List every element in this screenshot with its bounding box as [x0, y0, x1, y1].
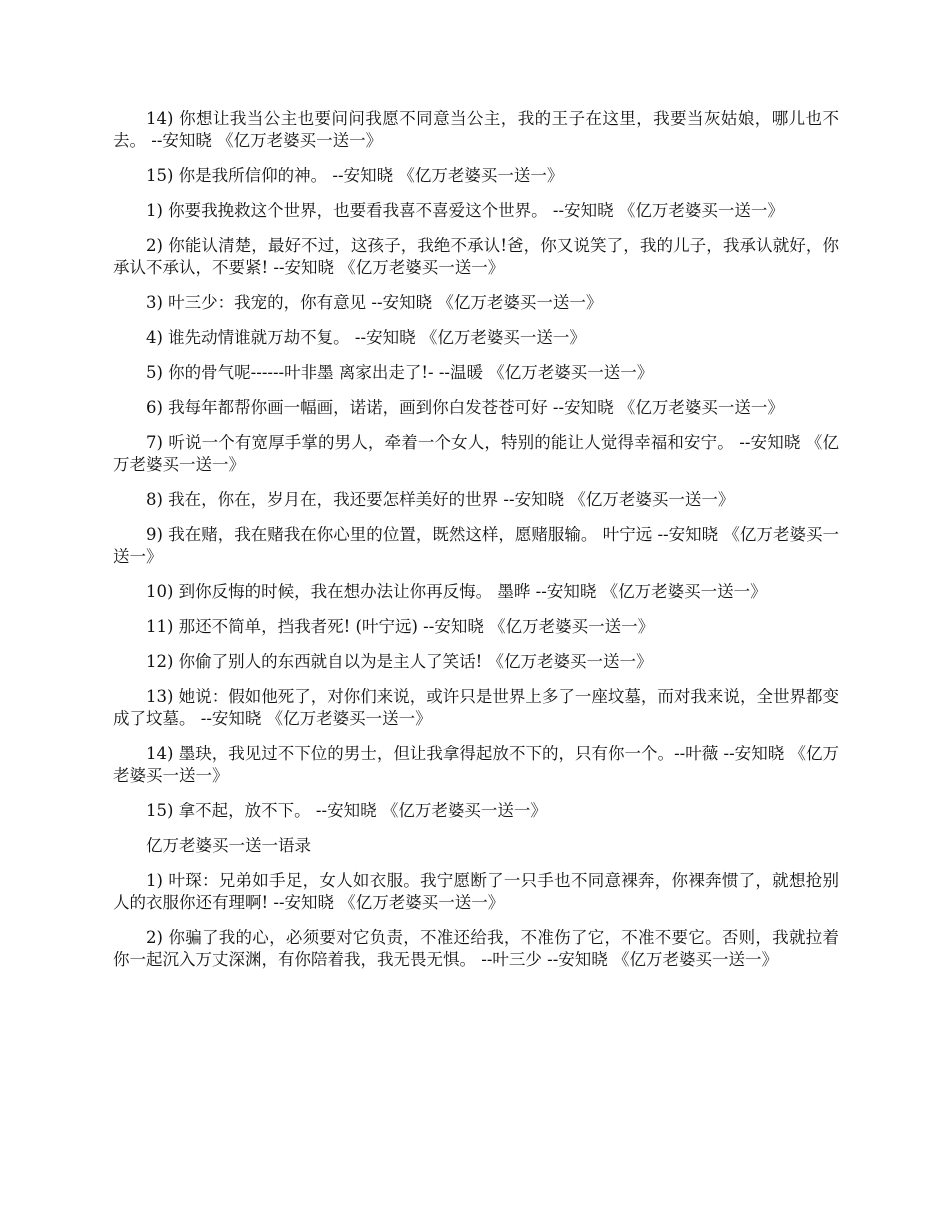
quote-paragraph: 5) 你的骨气呢------叶非墨 离家出走了!- --温暖 《亿万老婆买一送一》 — [146, 363, 654, 382]
quote-paragraph: 13) 她说：假如他死了，对你们来说，或许只是世界上多了一座坟墓，而对我来说，全世界都变成了坟墓。 --安知晓 《亿万老婆买一送一》 — [113, 687, 839, 728]
quote-paragraph: 14) 墨玦，我见过不下位的男士，但让我拿得起放不下的，只有你一个。--叶薇 --安知晓 《亿万老婆买一送一》 — [113, 744, 839, 785]
quote-paragraph: 15) 你是我所信仰的神。 --安知晓 《亿万老婆买一送一》 — [146, 166, 564, 185]
quote-paragraph: 7) 听说一个有宽厚手掌的男人，牵着一个女人，特别的能让人觉得幸福和安宁。 --安知晓 《亿万老婆买一送一》 — [113, 433, 839, 474]
quote-paragraph: 14) 你想让我当公主也要问问我愿不同意当公主，我的王子在这里，我要当灰姑娘，哪儿也不去。 --安知晓 《亿万老婆买一送一》 — [113, 109, 839, 150]
quote-paragraph: 4) 谁先动情谁就万劫不复。 --安知晓 《亿万老婆买一送一》 — [146, 328, 586, 347]
quote-paragraph: 1) 你要我挽救这个世界，也要看我喜不喜爱这个世界。 --安知晓 《亿万老婆买一送一》 — [146, 201, 784, 220]
quote-paragraph: 3) 叶三少：我宠的，你有意见 --安知晓 《亿万老婆买一送一》 — [146, 293, 603, 312]
document-body — [113, 108, 839, 984]
quote-paragraph: 15) 拿不起，放不下。 --安知晓 《亿万老婆买一送一》 — [146, 801, 547, 820]
quote-paragraph: 2) 你能认清楚，最好不过，这孩子，我绝不承认!爸，你又说笑了，我的儿子，我承认就好，你承认不承认，不要紧! --安知晓 《亿万老婆买一送一》 — [113, 236, 839, 277]
quote-paragraph: 8) 我在，你在，岁月在，我还要怎样美好的世界 --安知晓 《亿万老婆买一送一》 — [146, 490, 735, 509]
quote-paragraph: 10) 到你反悔的时候，我在想办法让你再反悔。 墨晔 --安知晓 《亿万老婆买一送一》 — [146, 582, 767, 601]
quote-paragraph: 2) 你骗了我的心，必须要对它负责，不准还给我，不准伤了它，不准不要它。否则，我就拉着你一起沉入万丈深渊，有你陪着我，我无畏无惧。 --叶三少 --安知晓 《亿万老婆买一送一》 — [113, 928, 839, 969]
section-heading: 亿万老婆买一送一语录 — [146, 836, 311, 855]
quote-paragraph: 12) 你偷了别人的东西就自以为是主人了笑话! 《亿万老婆买一送一》 — [146, 652, 653, 671]
quote-paragraph: 1) 叶琛：兄弟如手足，女人如衣服。我宁愿断了一只手也不同意裸奔，你裸奔惯了，就想抢别人的衣服你还有理啊! --安知晓 《亿万老婆买一送一》 — [113, 871, 839, 912]
quote-paragraph: 9) 我在赌，我在赌我在你心里的位置，既然这样，愿赌服输。 叶宁远 --安知晓 《亿万老婆买一送一》 — [113, 525, 839, 566]
quote-paragraph: 6) 我每年都帮你画一幅画，诺诺，画到你白发苍苍可好 --安知晓 《亿万老婆买一送一》 — [146, 398, 784, 417]
quote-paragraph: 11) 那还不简单，挡我者死! (叶宁远) --安知晓 《亿万老婆买一送一》 — [146, 617, 655, 636]
